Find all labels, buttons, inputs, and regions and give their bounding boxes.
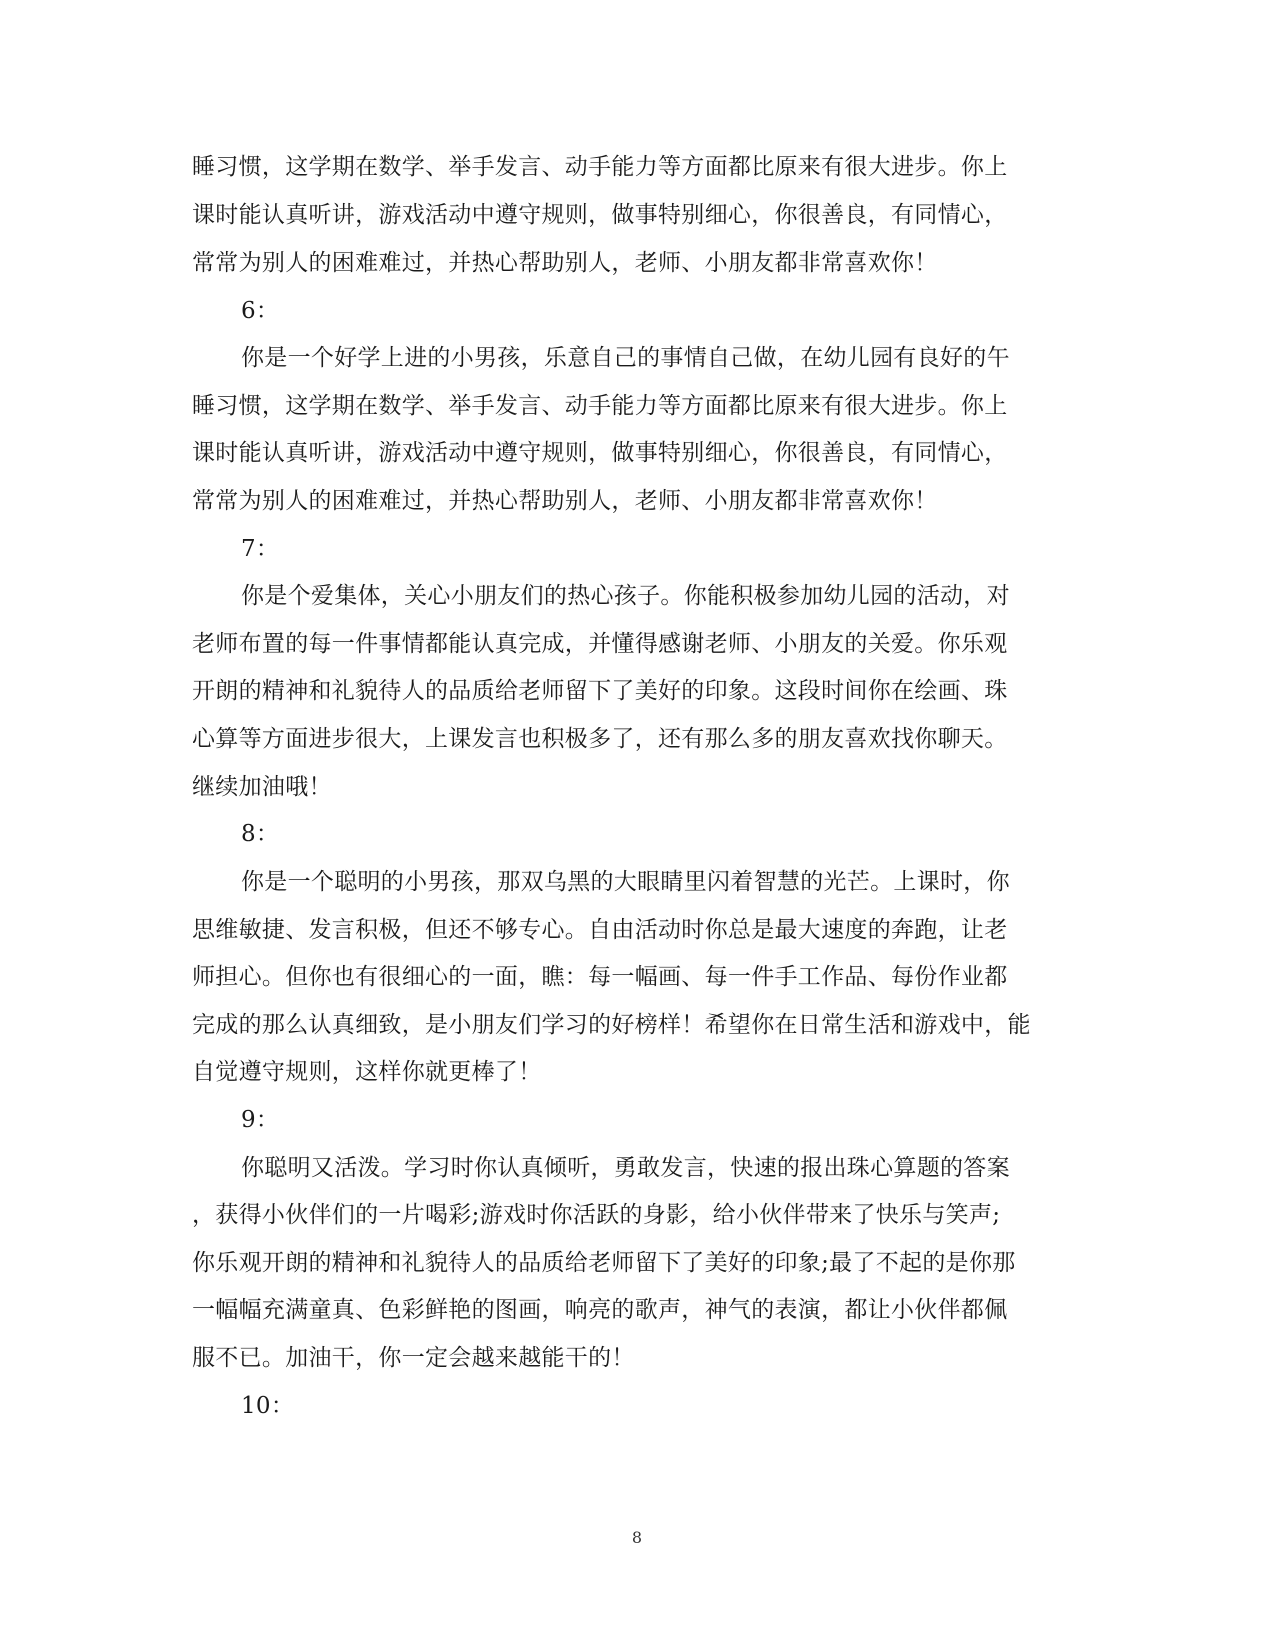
text-line: 思维敏捷、发言积极，但还不够专心。自由活动时你总是最大速度的奔跑，让老 xyxy=(192,917,1008,943)
text-line: 常常为别人的困难难过，并热心帮助别人，老师、小朋友都非常喜欢你！ xyxy=(192,488,938,514)
paragraph-first-line: 你是一个好学上进的小男孩，乐意自己的事情自己做，在幼儿园有良好的午 xyxy=(241,345,1010,371)
item-heading-9: 9： xyxy=(241,1107,280,1133)
item-heading-10: 10： xyxy=(241,1393,295,1419)
text-line: 常常为别人的困难难过，并热心帮助别人，老师、小朋友都非常喜欢你！ xyxy=(192,250,938,276)
text-line: 课时能认真听讲，游戏活动中遵守规则，做事特别细心，你很善良，有同情心， xyxy=(192,202,1008,228)
text-line: 自觉遵守规则，这样你就更棒了！ xyxy=(192,1059,542,1085)
paragraph-first-line: 你聪明又活泼。学习时你认真倾听，勇敢发言，快速的报出珠心算题的答案 xyxy=(241,1155,1010,1181)
text-line: 开朗的精神和礼貌待人的品质给老师留下了美好的印象。这段时间你在绘画、珠 xyxy=(192,678,1008,704)
paragraph-first-line: 你是个爱集体，关心小朋友们的热心孩子。你能积极参加幼儿园的活动，对 xyxy=(241,583,1010,609)
text-line: 师担心。但你也有很细心的一面，瞧：每一幅画、每一件手工作品、每份作业都 xyxy=(192,964,1008,990)
text-line: 心算等方面进步很大，上课发言也积极多了，还有那么多的朋友喜欢找你聊天。 xyxy=(192,726,1008,752)
text-line: 一幅幅充满童真、色彩鲜艳的图画，响亮的歌声，神气的表演，都让小伙伴都佩 xyxy=(192,1297,1008,1323)
text-line: 继续加油哦！ xyxy=(192,774,332,800)
page-number: 8 xyxy=(631,1528,643,1547)
item-heading-6: 6： xyxy=(241,298,280,324)
paragraph-first-line: 你是一个聪明的小男孩，那双乌黑的大眼睛里闪着智慧的光芒。上课时，你 xyxy=(241,869,1010,895)
item-heading-8: 8： xyxy=(241,821,280,847)
text-line: 完成的那么认真细致，是小朋友们学习的好榜样！希望你在日常生活和游戏中，能 xyxy=(192,1012,1031,1038)
item-heading-7: 7： xyxy=(241,536,280,562)
text-line: 课时能认真听讲，游戏活动中遵守规则，做事特别细心，你很善良，有同情心， xyxy=(192,440,1008,466)
text-line: 服不已。加油干，你一定会越来越能干的！ xyxy=(192,1345,635,1371)
text-line: 睡习惯，这学期在数学、举手发言、动手能力等方面都比原来有很大进步。你上 xyxy=(192,154,1008,180)
text-line: 你乐观开朗的精神和礼貌待人的品质给老师留下了美好的印象;最了不起的是你那 xyxy=(192,1250,1016,1276)
text-line: ，获得小伙伴们的一片喝彩;游戏时你活跃的身影，给小伙伴带来了快乐与笑声; xyxy=(192,1202,1001,1228)
text-line: 睡习惯，这学期在数学、举手发言、动手能力等方面都比原来有很大进步。你上 xyxy=(192,393,1008,419)
text-line: 老师布置的每一件事情都能认真完成，并懂得感谢老师、小朋友的关爱。你乐观 xyxy=(192,631,1008,657)
